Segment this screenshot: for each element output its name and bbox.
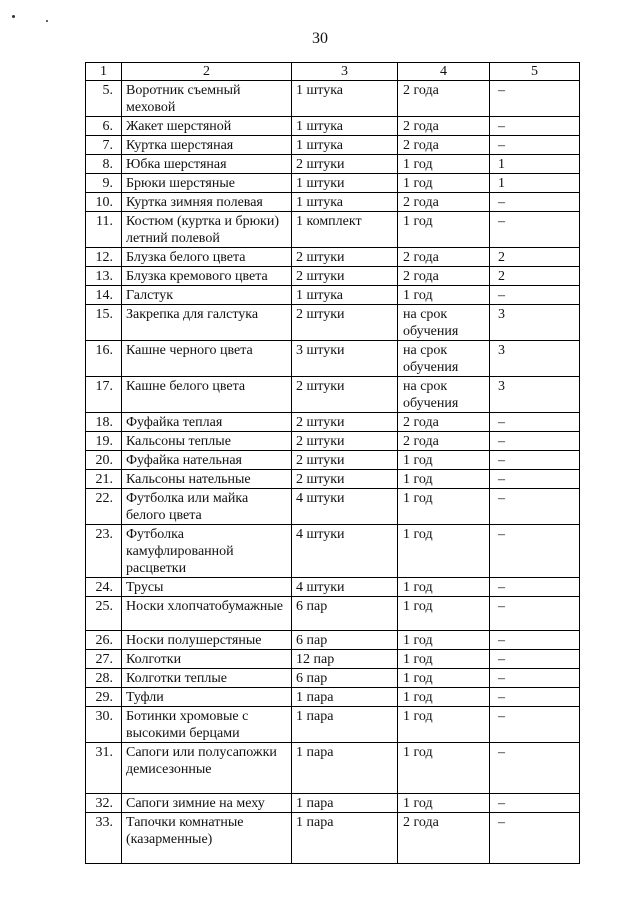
item-quantity: 12 пар xyxy=(292,650,398,669)
header-row xyxy=(86,63,580,81)
row-number: 22. xyxy=(86,489,122,525)
item-extra: 3 xyxy=(490,341,580,377)
header-col-1: 1 xyxy=(86,63,122,81)
table-row xyxy=(86,451,580,470)
item-name: Кальсоны нательные xyxy=(122,470,292,489)
table-row xyxy=(86,81,580,117)
row-number: 25. xyxy=(86,597,122,631)
item-term: 2 года xyxy=(398,267,490,286)
item-extra: – xyxy=(490,136,580,155)
table-row xyxy=(86,286,580,305)
table-row xyxy=(86,813,580,864)
row-number: 9. xyxy=(86,174,122,193)
item-term: 1 год xyxy=(398,286,490,305)
item-extra: – xyxy=(490,286,580,305)
item-term: 2 года xyxy=(398,193,490,212)
item-quantity: 1 комплект xyxy=(292,212,398,248)
item-extra: – xyxy=(490,650,580,669)
table-row xyxy=(86,794,580,813)
item-quantity: 6 пар xyxy=(292,597,398,631)
table-row xyxy=(86,489,580,525)
header-col-4: 4 xyxy=(398,63,490,81)
item-extra: – xyxy=(490,688,580,707)
row-number: 21. xyxy=(86,470,122,489)
item-term: 1 год xyxy=(398,174,490,193)
item-quantity: 4 штуки xyxy=(292,578,398,597)
row-number: 5. xyxy=(86,81,122,117)
item-extra: – xyxy=(490,117,580,136)
table-row xyxy=(86,174,580,193)
item-name: Тапочки комнатные (казарменные) xyxy=(122,813,292,864)
item-term: на срок обучения xyxy=(398,305,490,341)
item-name: Туфли xyxy=(122,688,292,707)
table-row xyxy=(86,631,580,650)
item-extra: – xyxy=(490,212,580,248)
row-number: 33. xyxy=(86,813,122,864)
row-number: 31. xyxy=(86,743,122,794)
item-extra: – xyxy=(490,525,580,578)
table-row xyxy=(86,193,580,212)
item-quantity: 1 штука xyxy=(292,193,398,212)
table-row xyxy=(86,377,580,413)
item-extra: – xyxy=(490,597,580,631)
table-row xyxy=(86,688,580,707)
item-name: Колготки xyxy=(122,650,292,669)
item-term: 1 год xyxy=(398,650,490,669)
item-term: 1 год xyxy=(398,155,490,174)
item-quantity: 2 штуки xyxy=(292,267,398,286)
item-quantity: 1 пара xyxy=(292,707,398,743)
item-quantity: 1 штука xyxy=(292,81,398,117)
item-quantity: 2 штуки xyxy=(292,470,398,489)
item-extra: – xyxy=(490,743,580,794)
item-term: 1 год xyxy=(398,743,490,794)
item-extra: – xyxy=(490,578,580,597)
table-row xyxy=(86,669,580,688)
item-extra: – xyxy=(490,794,580,813)
item-extra: – xyxy=(490,470,580,489)
table-row xyxy=(86,743,580,794)
item-name: Блузка белого цвета xyxy=(122,248,292,267)
item-name: Кашне белого цвета xyxy=(122,377,292,413)
item-name: Носки полушерстяные xyxy=(122,631,292,650)
item-extra: – xyxy=(490,413,580,432)
item-name: Кашне черного цвета xyxy=(122,341,292,377)
item-quantity: 1 пара xyxy=(292,743,398,794)
row-number: 13. xyxy=(86,267,122,286)
item-term: 2 года xyxy=(398,81,490,117)
row-number: 11. xyxy=(86,212,122,248)
table-row xyxy=(86,212,580,248)
item-term: 1 год xyxy=(398,489,490,525)
item-name: Фуфайка теплая xyxy=(122,413,292,432)
row-number: 12. xyxy=(86,248,122,267)
item-name: Носки хлопчатобумажные xyxy=(122,597,292,631)
item-extra: – xyxy=(490,451,580,470)
item-name: Закрепка для галстука xyxy=(122,305,292,341)
item-quantity: 1 пара xyxy=(292,794,398,813)
item-name: Футболка камуфлированной расцветки xyxy=(122,525,292,578)
item-name: Галстук xyxy=(122,286,292,305)
row-number: 23. xyxy=(86,525,122,578)
item-name: Фуфайка нательная xyxy=(122,451,292,470)
table-row xyxy=(86,305,580,341)
item-name: Футболка или майка белого цвета xyxy=(122,489,292,525)
item-name: Сапоги зимние на меху xyxy=(122,794,292,813)
item-quantity: 2 штуки xyxy=(292,248,398,267)
item-quantity: 1 штука xyxy=(292,286,398,305)
item-name: Воротник съемный меховой xyxy=(122,81,292,117)
table-row xyxy=(86,136,580,155)
item-quantity: 1 пара xyxy=(292,688,398,707)
table-row xyxy=(86,413,580,432)
row-number: 6. xyxy=(86,117,122,136)
item-term: 2 года xyxy=(398,248,490,267)
item-quantity: 1 пара xyxy=(292,813,398,864)
header-col-2: 2 xyxy=(122,63,292,81)
table-body xyxy=(86,81,580,864)
row-number: 18. xyxy=(86,413,122,432)
item-term: 2 года xyxy=(398,413,490,432)
table-row xyxy=(86,525,580,578)
table-row xyxy=(86,578,580,597)
item-quantity: 3 штуки xyxy=(292,341,398,377)
item-name: Блузка кремового цвета xyxy=(122,267,292,286)
item-quantity: 2 штуки xyxy=(292,451,398,470)
item-name: Колготки теплые xyxy=(122,669,292,688)
row-number: 27. xyxy=(86,650,122,669)
item-name: Ботинки хромовые с высокими берцами xyxy=(122,707,292,743)
item-term: 2 года xyxy=(398,813,490,864)
item-term: 1 год xyxy=(398,669,490,688)
clothing-norms-table xyxy=(85,62,580,864)
item-name: Сапоги или полусапожки демисезонные xyxy=(122,743,292,794)
item-quantity: 2 штуки xyxy=(292,155,398,174)
item-name: Куртка шерстяная xyxy=(122,136,292,155)
item-term: 1 год xyxy=(398,631,490,650)
item-term: 2 года xyxy=(398,432,490,451)
row-number: 14. xyxy=(86,286,122,305)
row-number: 17. xyxy=(86,377,122,413)
item-term: 1 год xyxy=(398,212,490,248)
table-row xyxy=(86,650,580,669)
item-term: на срок обучения xyxy=(398,377,490,413)
item-extra: – xyxy=(490,81,580,117)
item-term: 1 год xyxy=(398,578,490,597)
table-row xyxy=(86,267,580,286)
table-row xyxy=(86,597,580,631)
item-name: Куртка зимняя полевая xyxy=(122,193,292,212)
item-quantity: 4 штуки xyxy=(292,489,398,525)
item-term: 1 год xyxy=(398,470,490,489)
item-extra: – xyxy=(490,432,580,451)
page-number: 30 xyxy=(312,30,328,47)
table-row xyxy=(86,341,580,377)
row-number: 19. xyxy=(86,432,122,451)
table-row xyxy=(86,248,580,267)
row-number: 32. xyxy=(86,794,122,813)
scan-speck xyxy=(12,15,15,18)
item-term: 2 года xyxy=(398,136,490,155)
row-number: 15. xyxy=(86,305,122,341)
row-number: 20. xyxy=(86,451,122,470)
row-number: 29. xyxy=(86,688,122,707)
item-name: Кальсоны теплые xyxy=(122,432,292,451)
item-extra: 3 xyxy=(490,305,580,341)
item-extra: – xyxy=(490,489,580,525)
item-extra: 3 xyxy=(490,377,580,413)
item-term: 1 год xyxy=(398,597,490,631)
row-number: 16. xyxy=(86,341,122,377)
item-quantity: 2 штуки xyxy=(292,413,398,432)
row-number: 30. xyxy=(86,707,122,743)
item-term: 1 год xyxy=(398,525,490,578)
item-name: Жакет шерстяной xyxy=(122,117,292,136)
row-number: 24. xyxy=(86,578,122,597)
row-number: 26. xyxy=(86,631,122,650)
item-extra: – xyxy=(490,669,580,688)
item-extra: – xyxy=(490,631,580,650)
table-row xyxy=(86,432,580,451)
item-extra: – xyxy=(490,813,580,864)
item-extra: – xyxy=(490,193,580,212)
row-number: 8. xyxy=(86,155,122,174)
item-quantity: 6 пар xyxy=(292,669,398,688)
item-quantity: 2 штуки xyxy=(292,305,398,341)
item-name: Юбка шерстяная xyxy=(122,155,292,174)
item-quantity: 6 пар xyxy=(292,631,398,650)
item-quantity: 1 штуки xyxy=(292,174,398,193)
item-extra: 2 xyxy=(490,248,580,267)
item-term: 1 год xyxy=(398,688,490,707)
header-col-3: 3 xyxy=(292,63,398,81)
item-name: Трусы xyxy=(122,578,292,597)
table-row xyxy=(86,470,580,489)
table-row xyxy=(86,707,580,743)
item-extra: 1 xyxy=(490,155,580,174)
item-name: Костюм (куртка и брюки) летний полевой xyxy=(122,212,292,248)
item-extra: 2 xyxy=(490,267,580,286)
item-term: 1 год xyxy=(398,794,490,813)
item-quantity: 2 штуки xyxy=(292,377,398,413)
table-row xyxy=(86,117,580,136)
row-number: 28. xyxy=(86,669,122,688)
header-col-5: 5 xyxy=(490,63,580,81)
item-name: Брюки шерстяные xyxy=(122,174,292,193)
item-quantity: 1 штука xyxy=(292,136,398,155)
item-term: 1 год xyxy=(398,451,490,470)
table-header xyxy=(86,63,580,81)
item-term: 1 год xyxy=(398,707,490,743)
item-extra: 1 xyxy=(490,174,580,193)
row-number: 10. xyxy=(86,193,122,212)
table-row xyxy=(86,155,580,174)
item-term: 2 года xyxy=(398,117,490,136)
item-term: на срок обучения xyxy=(398,341,490,377)
row-number: 7. xyxy=(86,136,122,155)
item-extra: – xyxy=(490,707,580,743)
item-quantity: 2 штуки xyxy=(292,432,398,451)
item-quantity: 4 штуки xyxy=(292,525,398,578)
scan-speck xyxy=(46,20,48,22)
item-quantity: 1 штука xyxy=(292,117,398,136)
